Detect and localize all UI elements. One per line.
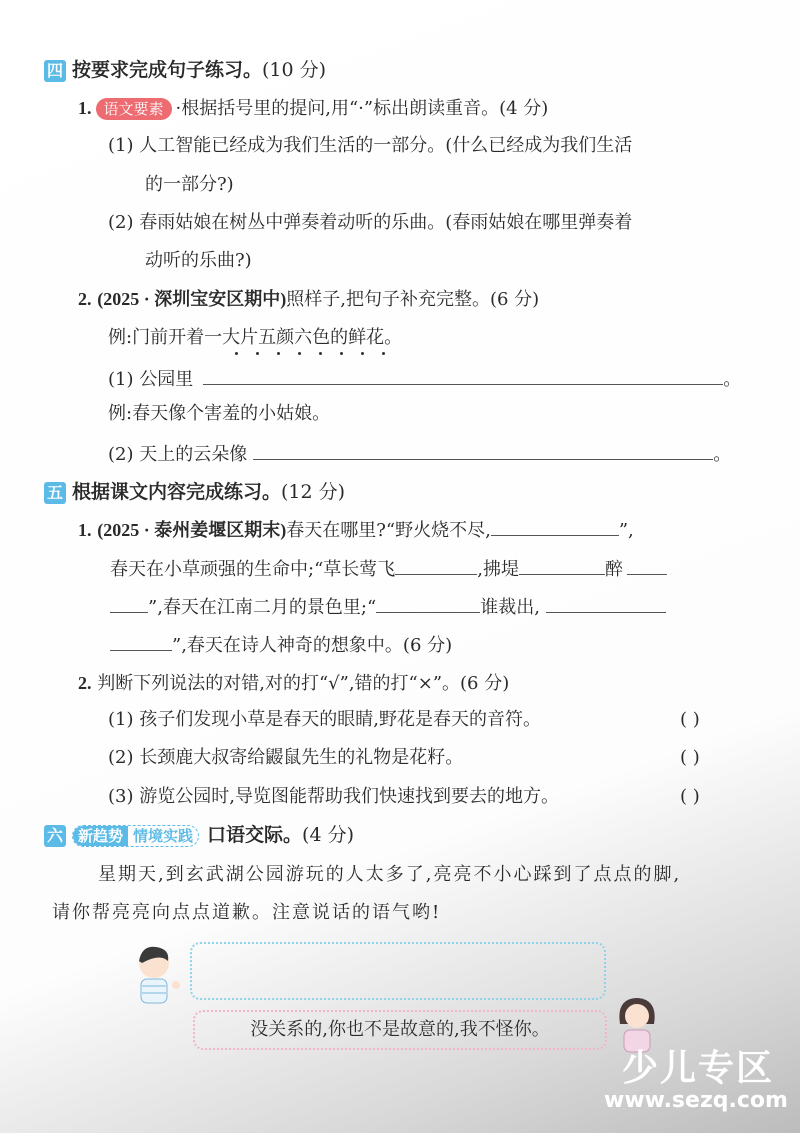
item-label: (1) 公园里 [108,369,194,390]
question-text: 照样子,把句子补充完整。(6 分) [286,289,540,310]
answer-parentheses[interactable]: ( ) [680,747,700,768]
question-source: (2025 · 深圳宝安区期中) [97,289,287,309]
judge-item: (3) 游览公园时,导览图能帮助我们快速找到要去的地方。 [108,786,559,807]
answer-blank[interactable] [203,366,723,385]
item-text: (1) 人工智能已经成为我们生活的一部分。(什么已经成为我们生活 [108,135,633,156]
fill-item [108,441,731,467]
watermark-logo: 少儿专区 [622,1048,775,1089]
tag-label: 语文要素 [96,98,172,120]
question-4-1 [78,96,548,121]
section-6-heading [44,823,354,847]
tag-situation: 情境实践 [133,826,194,845]
watermark-url: www.sezq.com [604,1088,788,1113]
example-text: 例:门前开着一大片五颜六色的鲜花。 [108,327,403,348]
question-text: ”, [618,520,634,541]
section-score: (12 分) [281,481,346,503]
answer-blank[interactable] [110,594,148,613]
item-text: 动听的乐曲?) [145,250,252,271]
section-score: (4 分) [302,824,355,846]
question-5-1 [78,517,634,543]
question-number: 1. [78,520,92,540]
question-line [110,632,452,658]
section-score: (10 分) [262,59,327,81]
period: 。 [713,444,732,465]
item-text: 的一部分?) [145,174,234,195]
question-number: 2. [78,289,92,309]
answer-blank[interactable] [546,594,666,613]
section-badge: 四 [44,60,66,82]
example-text: 例:春天像个害羞的小姑娘。 [108,403,331,424]
answer-blank[interactable] [110,632,172,651]
answer-blank[interactable] [376,594,480,613]
section-4-heading [44,58,326,82]
question-text: ”,春天在江南二月的景色里;“ [148,597,377,618]
question-text: 判断下列说法的对错,对的打“√”,错的打“×”。(6 分) [97,673,510,694]
question-number: 2. [78,673,92,693]
question-text: ”,春天在诗人神奇的想象中。(6 分) [172,635,453,656]
question-line [110,556,667,582]
answer-blank[interactable] [253,441,713,460]
section-badge: 六 [44,825,66,847]
section-title: 根据课文内容完成练习。 [72,481,282,503]
reply-speech-bubble [193,1010,607,1050]
item-label: (2) 天上的云朵像 [108,444,248,465]
question-text: 春天在哪里?“野火烧不尽, [286,520,491,541]
section-5-heading [44,480,345,504]
section-badge: 五 [44,482,66,504]
answer-blank[interactable] [627,556,667,575]
answer-speech-bubble[interactable] [190,942,606,1000]
answer-blank[interactable] [491,517,619,536]
question-source: (2025 · 泰州姜堰区期末) [97,520,287,540]
answer-blank[interactable] [395,556,477,575]
question-4-2 [78,287,539,312]
question-number: 1. [78,98,92,118]
judge-item: (1) 孩子们发现小草是春天的眼睛,野花是春天的音符。 [108,709,541,730]
paragraph-line: 请你帮亮亮向点点道歉。注意说话的语气哟! [52,902,442,923]
period: 。 [723,369,742,390]
reply-text: 没关系的,你也不是故意的,我不怪你。 [250,1019,550,1040]
question-text: ,拂堤 [477,559,519,580]
question-text: ·根据括号里的提问,用“·”标出朗读重音。(4 分) [175,98,549,119]
paragraph-line: 星期天,到玄武湖公园游玩的人太多了,亮亮不小心踩到了点点的脚, [98,864,682,885]
question-line [110,594,666,620]
boy-illustration-icon [132,943,192,1010]
section-title: 口语交际。 [207,824,303,846]
item-text: (2) 春雨姑娘在树丛中弹奏着动听的乐曲。(春雨姑娘在哪里弹奏着 [108,212,633,233]
question-text: 春天在小草顽强的生命中;“草长莺飞 [110,559,396,580]
answer-blank[interactable] [519,556,605,575]
question-5-2 [78,671,509,696]
question-text: 谁裁出, [480,597,540,618]
fill-item [108,366,741,392]
section-title: 按要求完成句子练习。 [72,59,263,81]
answer-parentheses[interactable]: ( ) [680,709,700,730]
answer-parentheses[interactable]: ( ) [680,786,700,807]
question-text: 醉 [605,559,623,580]
tag-new-trend: 新趋势 [73,826,128,846]
trend-tag [72,825,199,847]
judge-item: (2) 长颈鹿大叔寄给鼹鼠先生的礼物是花籽。 [108,747,464,768]
